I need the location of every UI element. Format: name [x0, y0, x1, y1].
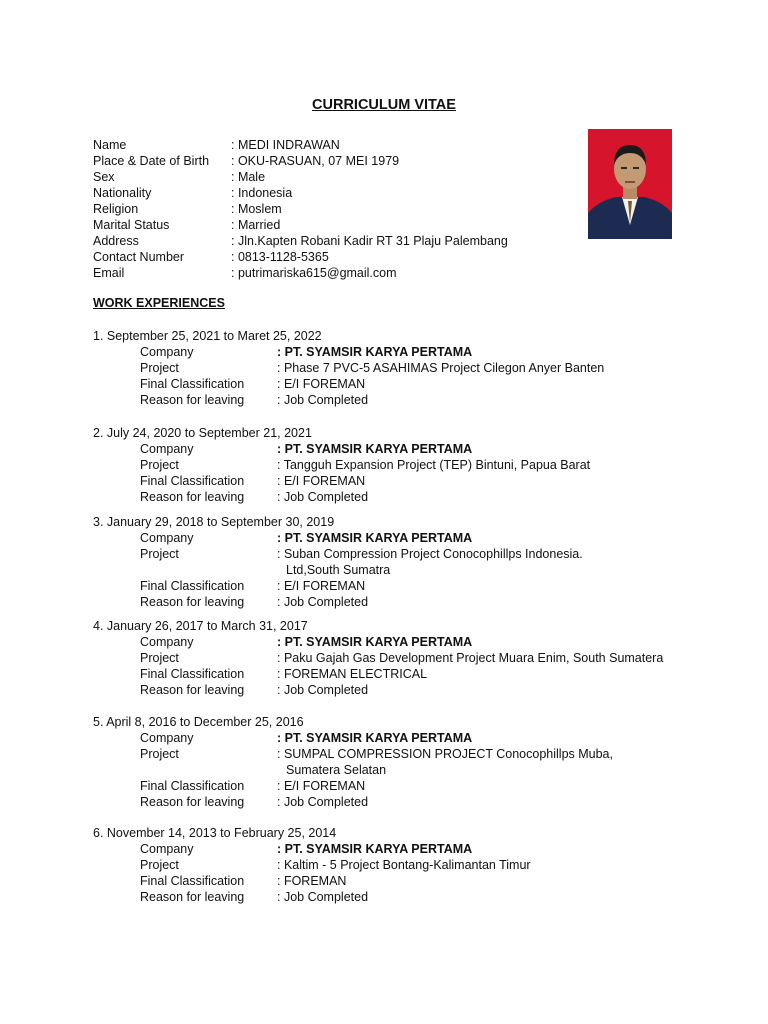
job-period: 1. September 25, 2021 to Maret 25, 2022: [93, 329, 322, 343]
personal-value: : Indonesia: [231, 186, 293, 200]
project-label: Project: [140, 547, 179, 561]
reason-label: Reason for leaving: [140, 890, 245, 904]
classification-value: : FOREMAN: [277, 874, 347, 888]
profile-photo: [588, 129, 672, 239]
reason-label: Reason for leaving: [140, 795, 245, 809]
reason-value: : Job Completed: [277, 393, 369, 407]
portrait-image: [588, 129, 672, 239]
project-value-continued: Sumatera Selatan: [286, 763, 387, 777]
reason-label: Reason for leaving: [140, 595, 245, 609]
classification-value: : E/I FOREMAN: [277, 779, 366, 793]
personal-label: Nationality: [93, 186, 152, 200]
company-value: : PT. SYAMSIR KARYA PERTAMA: [277, 635, 473, 649]
project-value: : Suban Compression Project Conocophillps Indonesia.: [277, 547, 583, 561]
job-period: 3. January 29, 2018 to September 30, 2019: [93, 515, 335, 529]
personal-value: : Male: [231, 170, 266, 184]
reason-label: Reason for leaving: [140, 683, 245, 697]
page-title: CURRICULUM VITAE: [312, 97, 456, 113]
personal-label: Name: [93, 138, 127, 152]
project-label: Project: [140, 361, 179, 375]
classification-value: : E/I FOREMAN: [277, 474, 366, 488]
personal-value: : MEDI INDRAWAN: [231, 138, 340, 152]
classification-label: Final Classification: [140, 667, 245, 681]
project-label: Project: [140, 747, 179, 761]
classification-label: Final Classification: [140, 779, 245, 793]
project-label: Project: [140, 651, 179, 665]
job-period: 4. January 26, 2017 to March 31, 2017: [93, 619, 308, 633]
classification-label: Final Classification: [140, 874, 245, 888]
work-experiences-heading: WORK EXPERIENCES: [93, 296, 225, 310]
company-value: : PT. SYAMSIR KARYA PERTAMA: [277, 442, 473, 456]
job-period: 2. July 24, 2020 to September 21, 2021: [93, 426, 312, 440]
personal-label: Email: [93, 266, 125, 280]
personal-value: : putrimariska615@gmail.com: [231, 266, 397, 280]
reason-value: : Job Completed: [277, 890, 369, 904]
company-label: Company: [140, 442, 194, 456]
job-period: 5. April 8, 2016 to December 25, 2016: [93, 715, 304, 729]
personal-label: Contact Number: [93, 250, 185, 264]
project-value: : Phase 7 PVC-5 ASAHIMAS Project Cilegon Anyer Banten: [277, 361, 605, 375]
personal-label: Address: [93, 234, 139, 248]
reason-value: : Job Completed: [277, 795, 369, 809]
company-value: : PT. SYAMSIR KARYA PERTAMA: [277, 842, 473, 856]
company-value: : PT. SYAMSIR KARYA PERTAMA: [277, 731, 473, 745]
classification-value: : E/I FOREMAN: [277, 579, 366, 593]
project-label: Project: [140, 458, 179, 472]
job-period: 6. November 14, 2013 to February 25, 2014: [93, 826, 337, 840]
project-value: : Paku Gajah Gas Development Project Muara Enim, South Sumatera: [277, 651, 664, 665]
project-value: : Kaltim - 5 Project Bontang-Kalimantan Timur: [277, 858, 531, 872]
classification-label: Final Classification: [140, 474, 245, 488]
project-label: Project: [140, 858, 179, 872]
project-value: : SUMPAL COMPRESSION PROJECT Conocophillps Muba,: [277, 747, 613, 761]
company-value: : PT. SYAMSIR KARYA PERTAMA: [277, 531, 473, 545]
classification-value: : E/I FOREMAN: [277, 377, 366, 391]
project-value: : Tangguh Expansion Project (TEP) Bintuni, Papua Barat: [277, 458, 591, 472]
personal-label: Marital Status: [93, 218, 170, 232]
reason-value: : Job Completed: [277, 490, 369, 504]
personal-value: : Married: [231, 218, 281, 232]
company-label: Company: [140, 345, 194, 359]
personal-value: : Jln.Kapten Robani Kadir RT 31 Plaju Palembang: [231, 234, 508, 248]
reason-value: : Job Completed: [277, 683, 369, 697]
personal-value: : Moslem: [231, 202, 282, 216]
reason-value: : Job Completed: [277, 595, 369, 609]
classification-value: : FOREMAN ELECTRICAL: [277, 667, 428, 681]
reason-label: Reason for leaving: [140, 490, 245, 504]
company-label: Company: [140, 531, 194, 545]
personal-label: Religion: [93, 202, 139, 216]
company-label: Company: [140, 635, 194, 649]
company-label: Company: [140, 842, 194, 856]
reason-label: Reason for leaving: [140, 393, 245, 407]
classification-label: Final Classification: [140, 377, 245, 391]
personal-value: : OKU-RASUAN, 07 MEI 1979: [231, 154, 400, 168]
personal-label: Sex: [93, 170, 115, 184]
company-label: Company: [140, 731, 194, 745]
classification-label: Final Classification: [140, 579, 245, 593]
personal-label: Place & Date of Birth: [93, 154, 210, 168]
company-value: : PT. SYAMSIR KARYA PERTAMA: [277, 345, 473, 359]
personal-value: : 0813-1128-5365: [231, 250, 329, 264]
project-value-continued: Ltd,South Sumatra: [286, 563, 391, 577]
